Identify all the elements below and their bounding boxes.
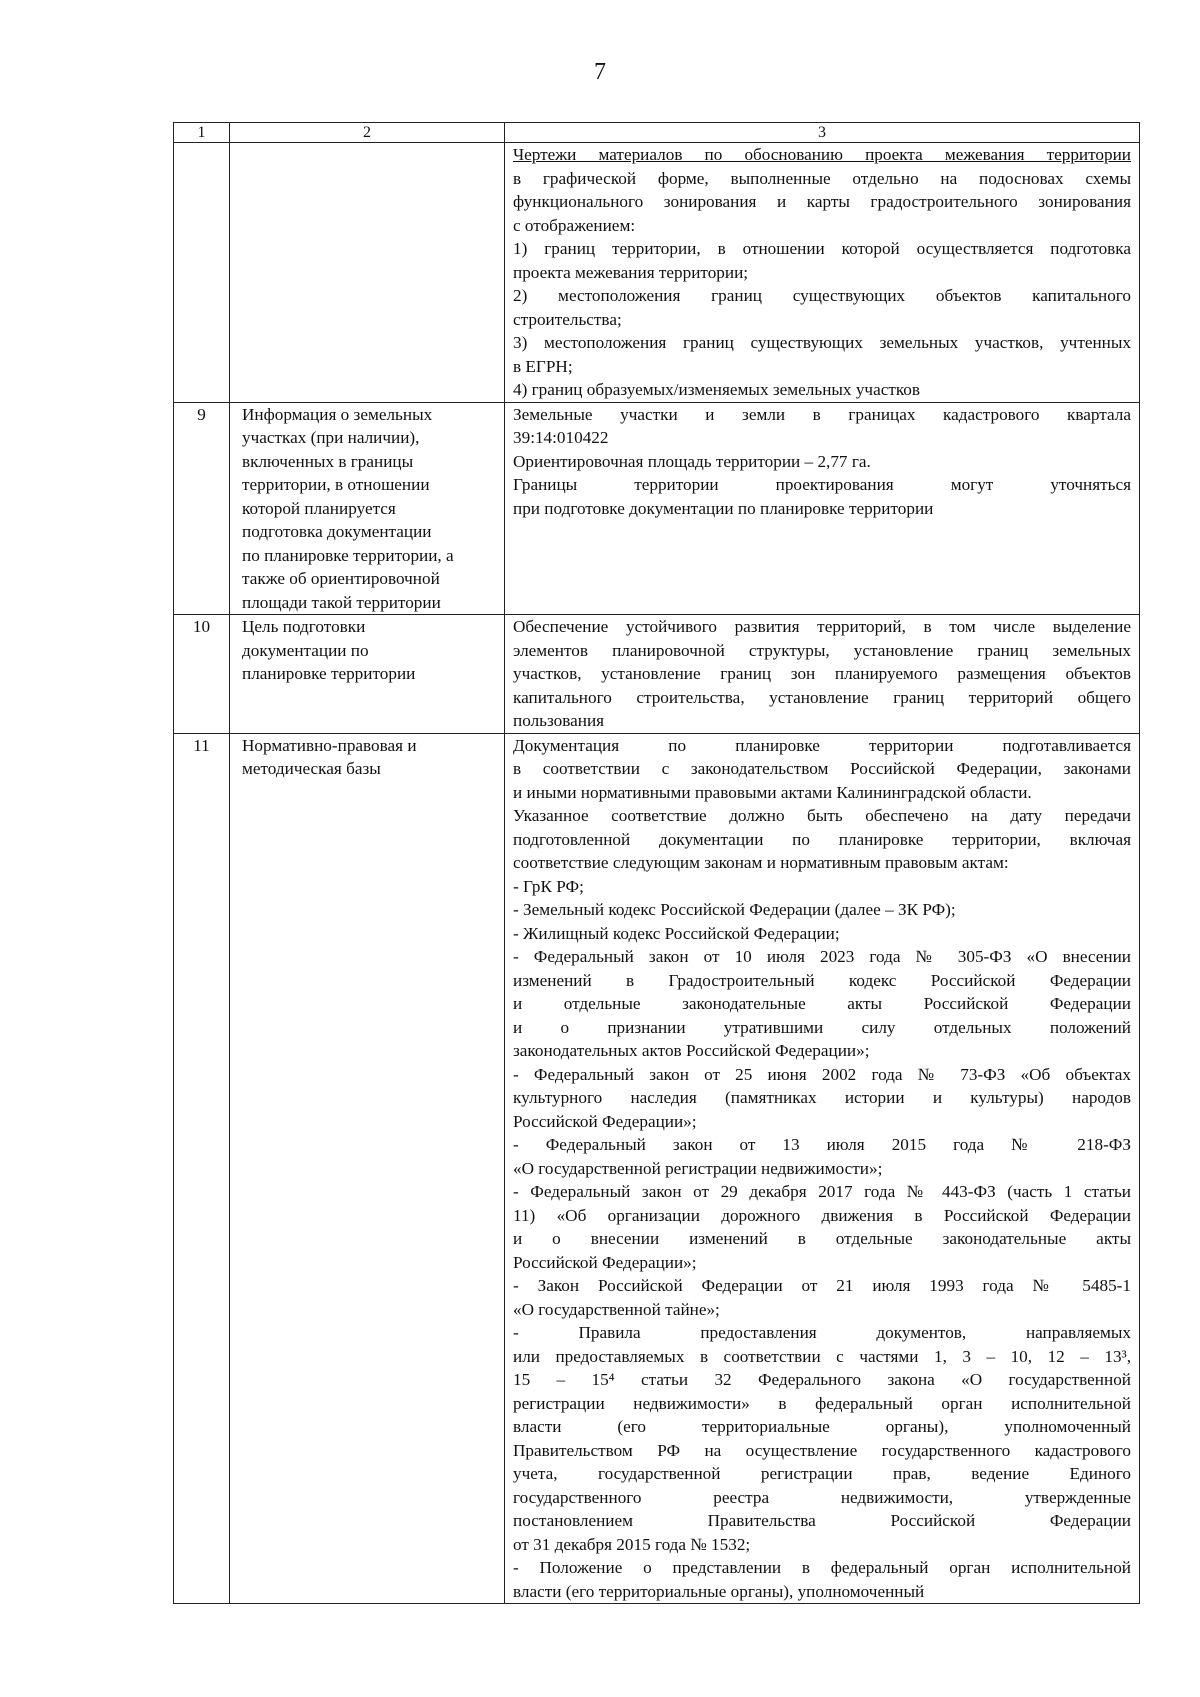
text-line: Российской Федерации»; — [513, 1252, 697, 1272]
text-line: подготовка документации — [242, 522, 432, 541]
text-line: «О государственной тайне»; — [513, 1299, 720, 1319]
text-line: 11) «Об организации дорожного движения в Российской Федерации — [513, 1205, 1131, 1225]
text-line: учета, государственной регистрации прав, ведение Единого — [513, 1464, 1131, 1483]
text-line: Ориентировочная площадь территории – 2,77 га. — [513, 451, 871, 471]
text-line: Границы территории проектирования могут уточняться — [513, 475, 1131, 494]
text-line: Обеспечение устойчивого развития территорий, в том числе выделение — [513, 617, 1131, 636]
table-row-continuation — [174, 143, 1140, 403]
text-line: государственного реестра недвижимости, утвержденные — [513, 1487, 1131, 1507]
text-line: также об ориентировочной — [242, 569, 440, 588]
row-number: 11 — [174, 733, 230, 1604]
row-number: 9 — [174, 402, 230, 615]
text-line: Цель подготовки — [242, 617, 366, 636]
text-line: 1) границ территории, в отношении которой осуществляется подготовка — [513, 239, 1131, 258]
header-col-3: 3 — [505, 123, 1140, 143]
row-name — [230, 615, 505, 734]
text-line: Правительством РФ на осуществление государственного кадастрового — [513, 1440, 1131, 1460]
text-line: изменений в Градостроительный кодекс Российской Федерации — [513, 970, 1131, 990]
text-line: которой планируется — [242, 498, 396, 518]
text-line: строительства; — [513, 309, 622, 329]
text-line: соответствие следующим законам и нормативным правовым актам: — [513, 853, 1009, 872]
text-line: по планировке территории, а — [242, 545, 454, 565]
text-line: - Федеральный закон от 13 июля 2015 года № 218-ФЗ — [513, 1135, 1131, 1154]
row-name — [230, 402, 505, 615]
text-line: Документация по планировке территории подготавливается — [513, 735, 1131, 755]
text-line: законодательных актов Российской Федерации»; — [513, 1041, 870, 1060]
text-line: Информация о земельных — [242, 404, 433, 424]
header-col-1: 1 — [174, 123, 230, 143]
text-line: элементов планировочной структуры, установление границ земельных — [513, 640, 1131, 660]
text-line: капитального строительства, установление границ территорий общего — [513, 687, 1131, 707]
row-name-empty — [230, 143, 505, 403]
text-line: - Федеральный закон от 29 декабря 2017 года № 443-ФЗ (часть 1 статьи — [513, 1182, 1131, 1201]
text-line: «О государственной регистрации недвижимости»; — [513, 1158, 883, 1178]
text-line: 2) местоположения границ существующих объектов капитального — [513, 286, 1131, 305]
text-line: 39:14:010422 — [513, 428, 609, 447]
requirements-table — [173, 122, 1140, 1604]
text-line: Российской Федерации»; — [513, 1111, 697, 1131]
text-line: в соответствии с законодательством Российской Федерации, законами — [513, 759, 1131, 778]
text-line: территории, в отношении — [242, 475, 430, 494]
row-content — [505, 615, 1140, 734]
text-line: Земельные участки и земли в границах кадастрового квартала — [513, 404, 1131, 424]
row-number-empty — [174, 143, 230, 403]
text-line: 4) границ образуемых/изменяемых земельных участков — [513, 380, 921, 399]
row-content-drawings — [505, 143, 1140, 403]
text-line: от 31 декабря 2015 года № 1532; — [513, 1534, 751, 1554]
row-number: 10 — [174, 615, 230, 734]
text-line: - Закон Российской Федерации от 21 июля 1993 года № 5485-1 — [513, 1276, 1131, 1295]
text-line: площади такой территории — [242, 592, 441, 612]
row-content — [505, 733, 1140, 1604]
row-name — [230, 733, 505, 1604]
text-line: в графической форме, выполненные отдельно на подосновах схемы — [513, 168, 1131, 188]
text-line: функционального зонирования и карты градостроительного зонирования — [513, 192, 1131, 211]
text-line: Нормативно-правовая и — [242, 735, 417, 755]
text-line: в ЕГРН; — [513, 356, 573, 376]
text-line: методическая базы — [242, 759, 381, 778]
text-line: - Правила предоставления документов, направляемых — [513, 1323, 1131, 1342]
text-line: или предоставляемых в соответствии с частями 1, 3 – 10, 12 – 13³, — [513, 1346, 1131, 1366]
text-line: и о признании утратившими силу отдельных положений — [513, 1017, 1131, 1037]
text-line: и иными нормативными правовыми актами Калининградской области. — [513, 782, 1032, 802]
table-row-9 — [174, 402, 1140, 615]
text-line: с отображением: — [513, 215, 636, 235]
text-line: - Жилищный кодекс Российской Федерации; — [513, 923, 840, 943]
table-row-10 — [174, 615, 1140, 734]
text-line: планировке территории — [242, 664, 416, 683]
text-line: участков, установление границ зон планируемого размещения объектов — [513, 664, 1131, 683]
drawings-heading: Чертежи материалов по обоснованию проекта межевания территории — [513, 145, 1131, 164]
header-col-2: 2 — [230, 123, 505, 143]
text-line: участках (при наличии), — [242, 428, 420, 447]
text-line: - Земельный кодекс Российской Федерации (далее – ЗК РФ); — [513, 900, 956, 919]
row-content — [505, 402, 1140, 615]
text-line: регистрации недвижимости» в федеральный орган исполнительной — [513, 1393, 1131, 1413]
text-line: документации по — [242, 640, 369, 660]
text-line: и о внесении изменений в отдельные законодательные акты — [513, 1229, 1131, 1248]
text-line: 15 – 15⁴ статьи 32 Федерального закона «О государственной — [513, 1370, 1131, 1389]
text-line: проекта межевания территории; — [513, 262, 749, 282]
text-line: пользования — [513, 711, 605, 730]
table-row-11 — [174, 733, 1140, 1604]
text-line: власти (его территориальные органы), уполномоченный — [513, 1581, 925, 1601]
text-line: 3) местоположения границ существующих земельных участков, учтенных — [513, 333, 1131, 352]
text-line: при подготовке документации по планировке территории — [513, 498, 934, 518]
text-line: власти (его территориальные органы), уполномоченный — [513, 1417, 1131, 1436]
text-line: - Федеральный закон от 10 июля 2023 года № 305-ФЗ «О внесении — [513, 947, 1131, 966]
table-header-row — [174, 123, 1140, 143]
page-number: 7 — [594, 59, 606, 85]
text-line: - ГрК РФ; — [513, 876, 584, 896]
text-line: - Положение о представлении в федеральный орган исполнительной — [513, 1558, 1131, 1577]
text-line: включенных в границы — [242, 451, 414, 471]
text-line: и отдельные законодательные акты Российской Федерации — [513, 994, 1131, 1013]
drawings-lines — [513, 167, 1131, 402]
text-line: Указанное соответствие должно быть обеспечено на дату передачи — [513, 806, 1131, 825]
text-line: - Федеральный закон от 25 июня 2002 года № 73-ФЗ «Об объектах — [513, 1064, 1131, 1084]
text-line: постановлением Правительства Российской Федерации — [513, 1511, 1131, 1530]
text-line: культурного наследия (памятниках истории и культуры) народов — [513, 1088, 1131, 1107]
text-line: подготовленной документации по планировке территории, включая — [513, 829, 1131, 849]
